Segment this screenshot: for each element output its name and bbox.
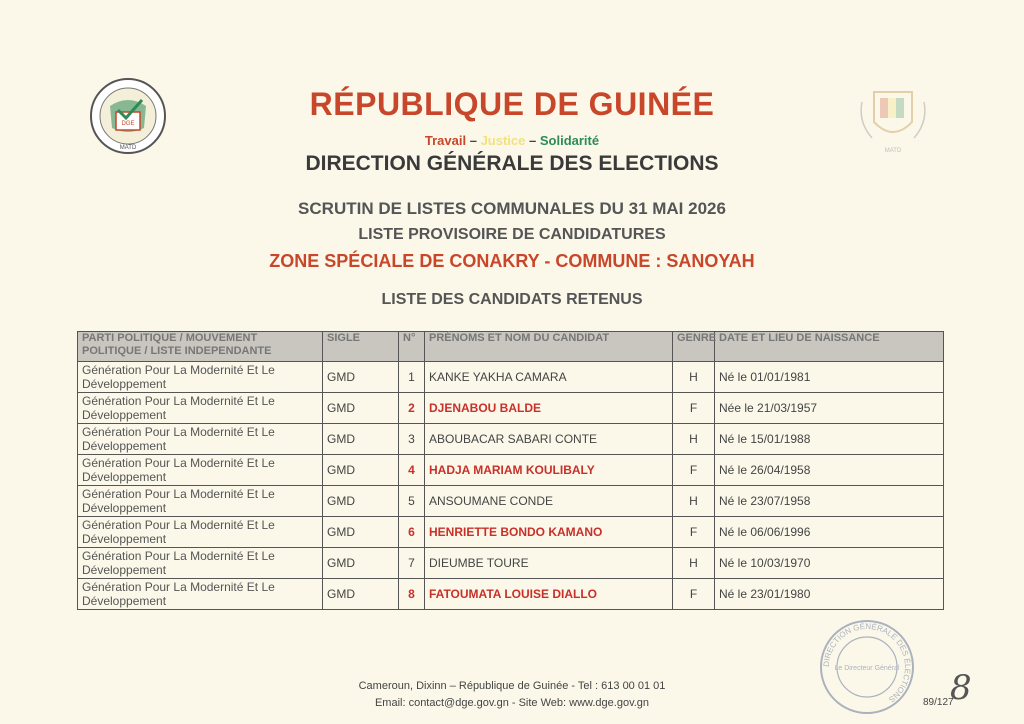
birth-cell: Née le 21/03/1957 <box>715 393 944 424</box>
column-header-party: PARTI POLITIQUE / MOUVEMENT POLITIQUE / LISTE INDEPENDANTE <box>78 332 323 362</box>
table-row <box>78 579 944 610</box>
handwritten-initial: 8 <box>950 668 972 708</box>
birth-cell: Né le 10/03/1970 <box>715 548 944 579</box>
motto-justice: Justice <box>480 133 526 148</box>
svg-text:DGE: DGE <box>121 121 135 127</box>
footer-contact: Email: contact@dge.gov.gn - Site Web: www.dge.gov.gn <box>374 697 650 709</box>
birth-cell: Né le 01/01/1981 <box>715 362 944 393</box>
num-cell: 5 <box>399 486 425 517</box>
column-header-genre: GENRE <box>673 332 715 362</box>
column-header-birth: DATE ET LIEU DE NAISSANCE <box>715 332 944 362</box>
name-cell: ANSOUMANE CONDE <box>425 486 673 517</box>
retenus-title: LISTE DES CANDIDATS RETENUS <box>381 291 643 308</box>
column-header-num: N° <box>399 332 425 362</box>
num-cell: 7 <box>399 548 425 579</box>
direction-title: DIRECTION GÉNÉRALE DES ELECTIONS <box>305 152 719 175</box>
svg-text:DIRECTION GÉNÉRALE DES ÉLECTIO: DIRECTION GÉNÉRALE DES ÉLECTIONS <box>821 621 913 705</box>
footer-address: Cameroun, Dixinn – République de Guinée - Tel : 613 00 01 01 <box>358 680 666 692</box>
genre-cell: H <box>673 424 715 455</box>
liste-title: LISTE PROVISOIRE DE CANDIDATURES <box>358 226 666 243</box>
name-cell: HENRIETTE BONDO KAMANO <box>425 517 673 548</box>
name-cell: HADJA MARIAM KOULIBALY <box>425 455 673 486</box>
num-cell: 3 <box>399 424 425 455</box>
table-row <box>78 486 944 517</box>
table-row <box>78 362 944 393</box>
name-cell: KANKE YAKHA CAMARA <box>425 362 673 393</box>
national-motto <box>0 133 1024 148</box>
svg-text:MATD: MATD <box>884 148 902 154</box>
candidates-table <box>77 331 944 610</box>
birth-cell: Né le 23/07/1958 <box>715 486 944 517</box>
column-header-name: PRÉNOMS ET NOM DU CANDIDAT <box>425 332 673 362</box>
party-cell: Génération Pour La Modernité Et Le Développement <box>78 579 323 610</box>
genre-cell: F <box>673 579 715 610</box>
table-row <box>78 393 944 424</box>
num-cell: 6 <box>399 517 425 548</box>
motto-separator-2: – <box>529 133 537 148</box>
sigle-cell: GMD <box>323 486 399 517</box>
column-header-sigle: SIGLE <box>323 332 399 362</box>
zone-title: ZONE SPÉCIALE DE CONAKRY - COMMUNE : SANOYAH <box>269 251 755 271</box>
num-cell: 8 <box>399 579 425 610</box>
genre-cell: H <box>673 486 715 517</box>
birth-cell: Né le 23/01/1980 <box>715 579 944 610</box>
table-header-row <box>78 332 944 362</box>
table-row <box>78 548 944 579</box>
motto-separator-1: – <box>469 133 477 148</box>
svg-text:MATD: MATD <box>119 145 137 151</box>
sigle-cell: GMD <box>323 362 399 393</box>
sigle-cell: GMD <box>323 548 399 579</box>
party-cell: Génération Pour La Modernité Et Le Développement <box>78 393 323 424</box>
birth-cell: Né le 26/04/1958 <box>715 455 944 486</box>
party-cell: Génération Pour La Modernité Et Le Développement <box>78 486 323 517</box>
party-cell: Génération Pour La Modernité Et Le Développement <box>78 455 323 486</box>
name-cell: FATOUMATA LOUISE DIALLO <box>425 579 673 610</box>
scrutin-title: SCRUTIN DE LISTES COMMUNALES DU 31 MAI 2026 <box>298 199 726 218</box>
country-title: RÉPUBLIQUE DE GUINÉE <box>309 86 715 122</box>
party-cell: Génération Pour La Modernité Et Le Développement <box>78 362 323 393</box>
genre-cell: F <box>673 455 715 486</box>
num-cell: 4 <box>399 455 425 486</box>
party-cell: Génération Pour La Modernité Et Le Développement <box>78 517 323 548</box>
party-cell: Génération Pour La Modernité Et Le Développement <box>78 424 323 455</box>
motto-solidarite: Solidarité <box>539 133 600 148</box>
table-row <box>78 455 944 486</box>
genre-cell: F <box>673 517 715 548</box>
birth-cell: Né le 15/01/1988 <box>715 424 944 455</box>
birth-cell: Né le 06/06/1996 <box>715 517 944 548</box>
page-number: 89/127 <box>923 697 954 708</box>
name-cell: DJENABOU BALDE <box>425 393 673 424</box>
num-cell: 2 <box>399 393 425 424</box>
sigle-cell: GMD <box>323 579 399 610</box>
genre-cell: H <box>673 548 715 579</box>
party-cell: Génération Pour La Modernité Et Le Développement <box>78 548 323 579</box>
table-row <box>78 517 944 548</box>
sigle-cell: GMD <box>323 517 399 548</box>
num-cell: 1 <box>399 362 425 393</box>
svg-text:Le Directeur Général: Le Directeur Général <box>834 665 900 672</box>
sigle-cell: GMD <box>323 424 399 455</box>
sigle-cell: GMD <box>323 455 399 486</box>
sigle-cell: GMD <box>323 393 399 424</box>
name-cell: ABOUBACAR SABARI CONTE <box>425 424 673 455</box>
name-cell: DIEUMBE TOURE <box>425 548 673 579</box>
genre-cell: F <box>673 393 715 424</box>
motto-travail: Travail <box>424 133 467 148</box>
genre-cell: H <box>673 362 715 393</box>
table-row <box>78 424 944 455</box>
